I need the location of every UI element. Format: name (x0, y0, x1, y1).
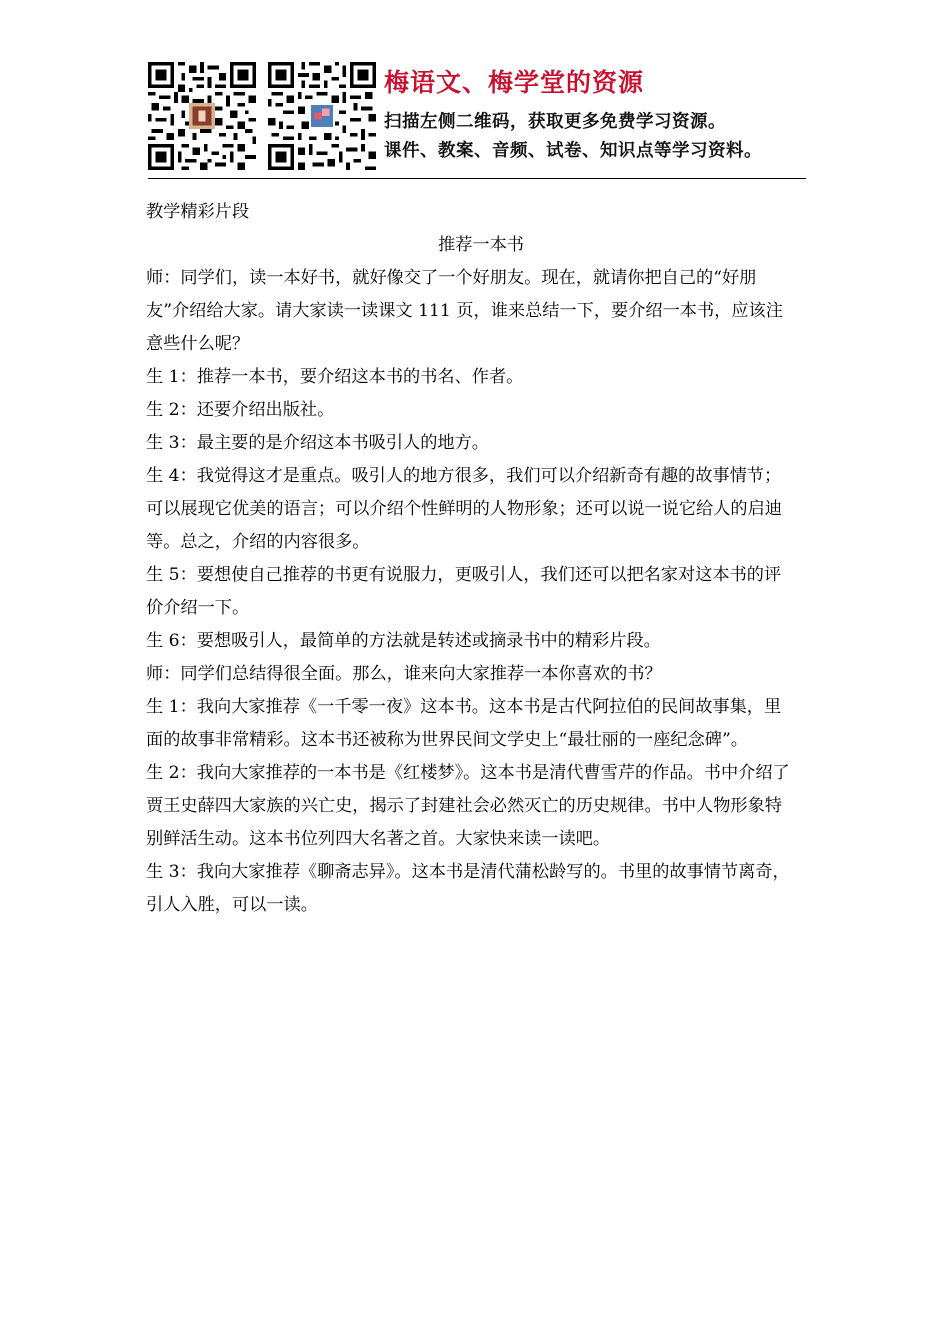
paragraph: 生 3：最主要的是介绍这本书吸引人的地方。 (146, 433, 489, 453)
qr-code-icon[interactable] (148, 62, 256, 170)
document-body (146, 196, 798, 922)
paragraph: 生 4：我觉得这才是重点。吸引人的地方很多，我们可以介绍新奇有趣的故事情节；可以展现它优美的语言；可以介绍个性鲜明的人物形象；还可以说一说它给人的启迪等。总之，介绍的内容很多。 (146, 466, 782, 552)
paragraph: 生 1：推荐一本书，要介绍这本书的书名、作者。 (146, 367, 524, 387)
paragraph: 生 1：我向大家推荐《一千零一夜》这本书。这本书是古代阿拉伯的民间故事集，里面的故事非常精彩。这本书还被称为世界民间文学史上“最壮丽的一座纪念碑”。 (146, 697, 782, 750)
qr-code-icon[interactable] (268, 62, 376, 170)
brand-title: 梅语文、梅学堂的资源 (384, 68, 645, 97)
paragraph: 生 5：要想使自己推荐的书更有说服力，更吸引人，我们还可以把名家对这本书的评价介绍一下。 (146, 565, 782, 618)
paragraph: 生 6：要想吸引人，最简单的方法就是转述或摘录书中的精彩片段。 (146, 631, 661, 651)
brand-block (384, 66, 814, 166)
paragraph: 生 3：我向大家推荐《聊斋志异》。这本书是清代蒲松龄写的。书里的故事情节离奇，引人入胜，可以一读。 (146, 862, 790, 915)
brand-tagline: 扫描左侧二维码，获取更多免费学习资源。 (384, 112, 726, 132)
paragraph: 生 2：我向大家推荐的一本书是《红楼梦》。这本书是清代曹雪芹的作品。书中介绍了贾王史薛四大家族的兴亡史，揭示了封建社会必然灭亡的历史规律。书中人物形象特别鲜活生动。这本书位列四大名著之首。大家快来读一读吧。 (146, 763, 790, 849)
header-divider (148, 178, 806, 179)
page-header (148, 62, 806, 178)
paragraph: 师：同学们总结得很全面。那么，谁来向大家推荐一本你喜欢的书？ (146, 664, 662, 684)
paragraph: 师：同学们，读一本好书，就好像交了一个好朋友。现在，就请你把自己的“好朋友”介绍给大家。请大家读一读课文 111 页，谁来总结一下，要介绍一本书，应该注意些什么呢？ (146, 268, 783, 354)
brand-resources-line: 课件、教案、音频、试卷、知识点等学习资料。 (384, 141, 762, 161)
section-label: 教学精彩片段 (146, 202, 250, 222)
document-title: 推荐一本书 (438, 235, 524, 255)
paragraph: 生 2：还要介绍出版社。 (146, 400, 335, 420)
